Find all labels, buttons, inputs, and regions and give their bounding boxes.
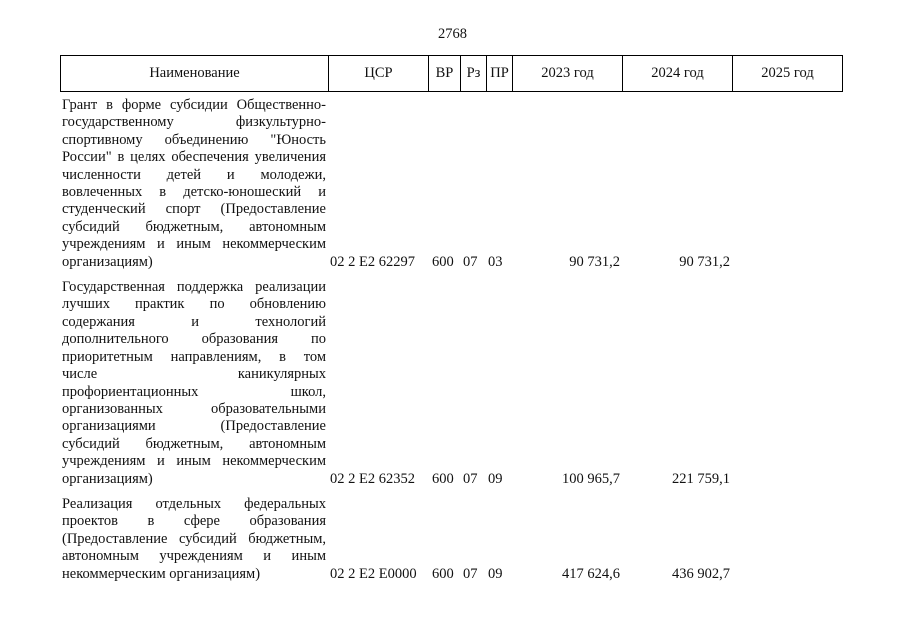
name-line: численности детей и молодежи, (62, 166, 326, 183)
rz-code: 07 (463, 253, 478, 270)
vr-code: 600 (432, 470, 454, 487)
name-line: государственному физкультурно- (62, 114, 326, 131)
name-line: спортивному объединению "Юность (62, 131, 326, 148)
name-line: субсидий бюджетным, автономным (62, 435, 326, 452)
name-line: Реализация отдельных федеральных (62, 495, 326, 512)
name-line: учреждениям и иным некоммерческим (62, 236, 326, 253)
name-line: Грант в форме субсидии Общественно- (62, 97, 326, 113)
name-line: лучших практик по обновлению (62, 296, 326, 313)
csr-code: 02 2 E2 62297 (330, 253, 415, 270)
name-line: организациями (Предоставление (62, 418, 326, 435)
name-line: дополнительного образования по (62, 331, 326, 348)
name-line: учреждениям и иным некоммерческим (62, 453, 326, 470)
header-cell-2025: 2025 год (761, 64, 814, 81)
row-name (61, 279, 329, 488)
name-line: содержания и технологий (62, 313, 326, 330)
header-cell-name: Наименование (61, 56, 329, 91)
name-line: приоритетным направлениям, в том (62, 348, 326, 365)
amount-2024: 436 902,7 (672, 565, 730, 582)
table-header (60, 55, 843, 92)
amount-2023: 90 731,2 (569, 253, 620, 270)
amount-2024: 221 759,1 (672, 470, 730, 487)
name-line: организациям) (62, 253, 153, 270)
name-line: числе каникулярных (62, 366, 326, 383)
name-line: профориентационных школ, (62, 383, 326, 400)
amount-2023: 417 624,6 (562, 565, 620, 582)
header-cell-2024: 2024 год (623, 56, 733, 91)
amount-2024: 90 731,2 (679, 253, 730, 270)
pr-code: 09 (488, 470, 503, 487)
name-line: (Предоставление субсидий бюджетным, (62, 530, 326, 547)
vr-code: 600 (432, 565, 454, 582)
csr-code: 02 2 E2 62352 (330, 470, 415, 487)
header-cell-2023: 2023 год (513, 56, 623, 91)
table-row (61, 496, 842, 583)
table-body (61, 97, 842, 591)
name-line: автономным учреждениям и иным (62, 548, 326, 565)
table-row (61, 97, 842, 271)
name-line: вовлеченных в детско-юношеский и (62, 184, 326, 201)
pr-code: 09 (488, 565, 503, 582)
name-line: Государственная поддержка реализации (62, 279, 326, 296)
vr-code: 600 (432, 253, 454, 270)
name-line: организациям) (62, 470, 153, 487)
csr-code: 02 2 E2 E0000 (330, 565, 417, 582)
row-name (61, 496, 329, 583)
header-cell-csr: ЦСР (329, 56, 429, 91)
rz-code: 07 (463, 470, 478, 487)
page-number: 2768 (438, 26, 467, 42)
table-row (61, 279, 842, 488)
rz-code: 07 (463, 565, 478, 582)
name-line: некоммерческим организациям) (62, 565, 261, 582)
name-line: студенческий спорт (Предоставление (62, 201, 326, 218)
header-cell-rz: Рз (461, 56, 487, 91)
row-name (61, 97, 329, 271)
name-line: России" в целях обеспечения увеличения (62, 149, 326, 166)
name-line: организованных образовательными (62, 400, 326, 417)
name-line: субсидий бюджетным, автономным (62, 218, 326, 235)
name-line: проектов в сфере образования (62, 513, 326, 530)
amount-2023: 100 965,7 (562, 470, 620, 487)
header-cell-pr: ПР (487, 56, 513, 91)
pr-code: 03 (488, 253, 503, 270)
header-cell-vr: ВР (429, 56, 461, 91)
